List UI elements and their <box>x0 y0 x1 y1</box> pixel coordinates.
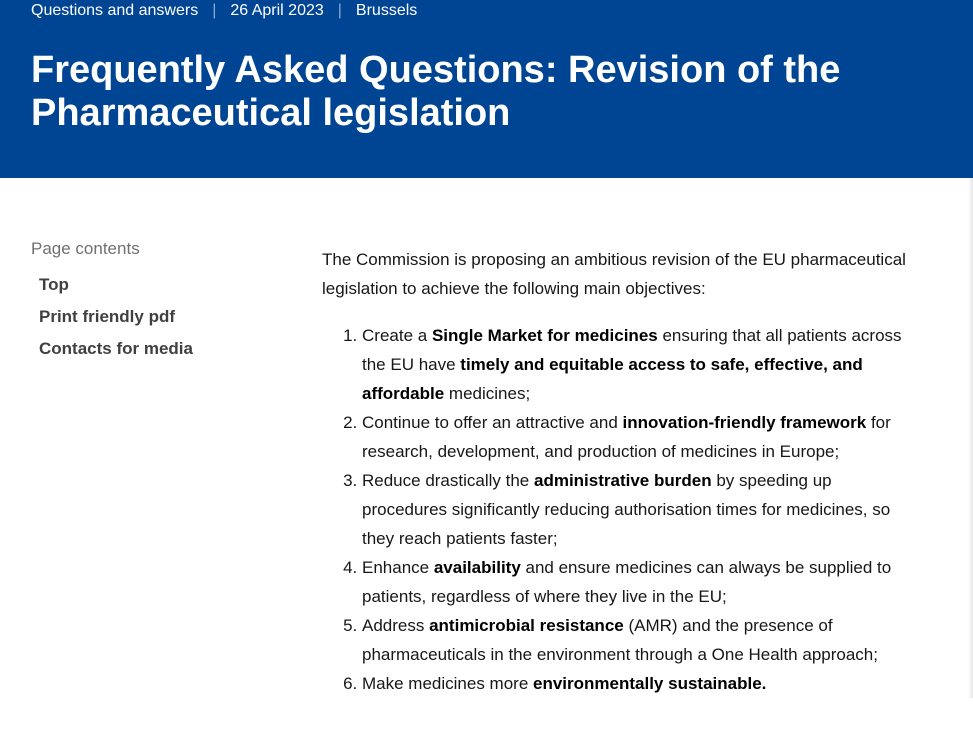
list-item <box>362 611 912 669</box>
intro-paragraph: The Commission is proposing an ambitious revision of the EU pharmaceutical legislation to achieve the following main objectives: <box>322 250 906 298</box>
objective-emphasis: Single Market for medicines <box>431 326 658 345</box>
objective-text: Make medicines more <box>362 674 534 693</box>
objective-emphasis: availability <box>433 558 521 577</box>
toc-link-print-friendly-pdf[interactable]: Print friendly pdf <box>39 307 175 326</box>
toc-link-top[interactable]: Top <box>39 275 69 294</box>
list-item <box>362 321 912 408</box>
objective-text: ensuring that all patients across the EU have <box>362 326 902 374</box>
objective-emphasis: timely and equitable access to safe, effective, and affordable <box>362 355 863 403</box>
article-type: Questions and answers <box>31 2 199 19</box>
article-date: 26 April 2023 <box>230 2 324 19</box>
objective-text: Continue to offer an attractive and <box>362 413 623 432</box>
objective-text: Enhance <box>362 558 434 577</box>
objective-emphasis: administrative burden <box>533 471 712 490</box>
objective-text: Reduce drastically the <box>362 471 534 490</box>
toc-link-contacts-for-media[interactable]: Contacts for media <box>39 339 193 358</box>
objective-text: for research, development, and production of medicines in Europe; <box>362 413 891 461</box>
objective-emphasis: innovation-friendly framework <box>622 413 867 432</box>
meta-separator: | <box>337 2 342 19</box>
objective-emphasis: antimicrobial resistance <box>429 616 624 635</box>
objective-text: by speeding up procedures significantly reducing authorisation times for medicines, so they reach patients faster; <box>362 471 891 548</box>
list-item <box>362 669 912 698</box>
objective-text: (AMR) and the presence of pharmaceuticals in the environment through a One Health approach; <box>362 616 878 664</box>
page-contents-heading: Page contents <box>31 239 140 258</box>
objective-text: medicines; <box>444 384 531 403</box>
scroll-edge-shadow <box>968 178 973 698</box>
objective-text: Address <box>362 616 430 635</box>
article-body <box>322 245 912 698</box>
page-header-banner <box>0 0 973 178</box>
meta-separator: | <box>212 2 217 19</box>
list-item <box>362 466 912 553</box>
page-title: Frequently Asked Questions: Revision of the Pharmaceutical legislation <box>31 49 841 134</box>
list-item <box>362 553 912 611</box>
objective-text: Create a <box>362 326 432 345</box>
objective-text: and ensure medicines can always be supplied to patients, regardless of where they live in the EU; <box>362 558 892 606</box>
article-meta <box>31 1 417 21</box>
list-item <box>362 408 912 466</box>
article-location: Brussels <box>355 2 418 19</box>
objective-emphasis: environmentally sustainable. <box>533 674 767 693</box>
page-contents-nav <box>31 238 291 365</box>
objectives-list <box>322 321 912 698</box>
